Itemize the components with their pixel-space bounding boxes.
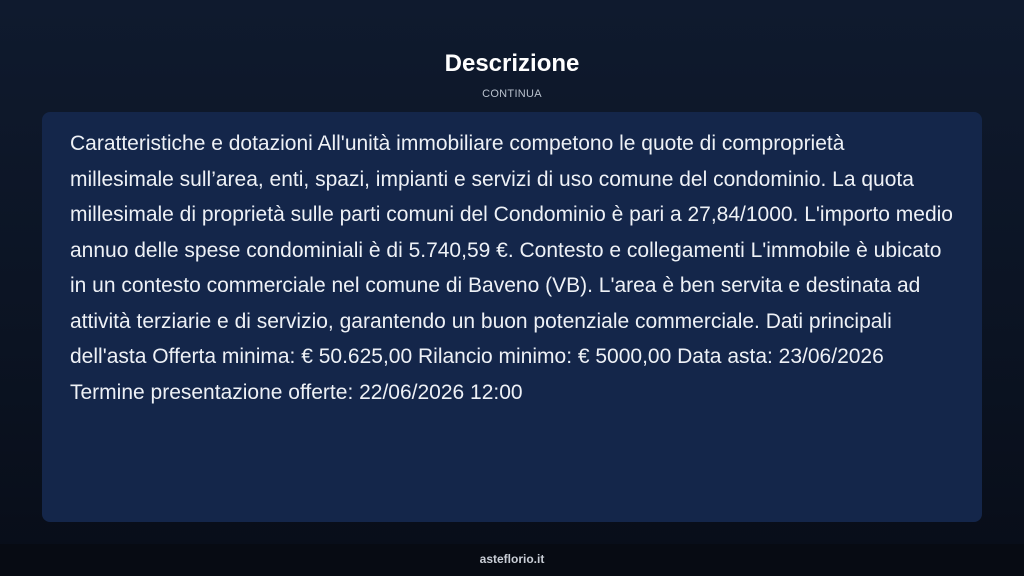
description-card bbox=[42, 112, 982, 522]
page-title: Descrizione bbox=[444, 50, 580, 77]
site-name: asteflorio.it bbox=[479, 552, 545, 566]
footer-bar bbox=[0, 544, 1024, 576]
continue-label: CONTINUA bbox=[482, 88, 542, 100]
description-text: Caratteristiche e dotazioni All'unità immobiliare competono le quote di comproprietà millesimale sull’area, enti, spazi, impianti e servizi di uso comune del condominio. La quota millesimale di proprietà sulle parti comuni del Condominio è pari a 27,84/1000. L'importo medio annuo delle spese condominiali è di 5.740,59 €. Contesto e collegamenti L'immobile è ubicato in un contesto commerciale nel comune di Baveno (VB). L'area è ben servita e destinata ad attività terziarie e di servizio, garantendo un buon potenziale commerciale. Dati principali dell'asta Offerta minima: € 50.625,00 Rilancio minimo: € 5000,00 Data asta: 23/06/2026 Termine presentazione offerte: 22/06/2026 12:00 bbox=[70, 132, 953, 404]
header bbox=[0, 50, 1024, 100]
